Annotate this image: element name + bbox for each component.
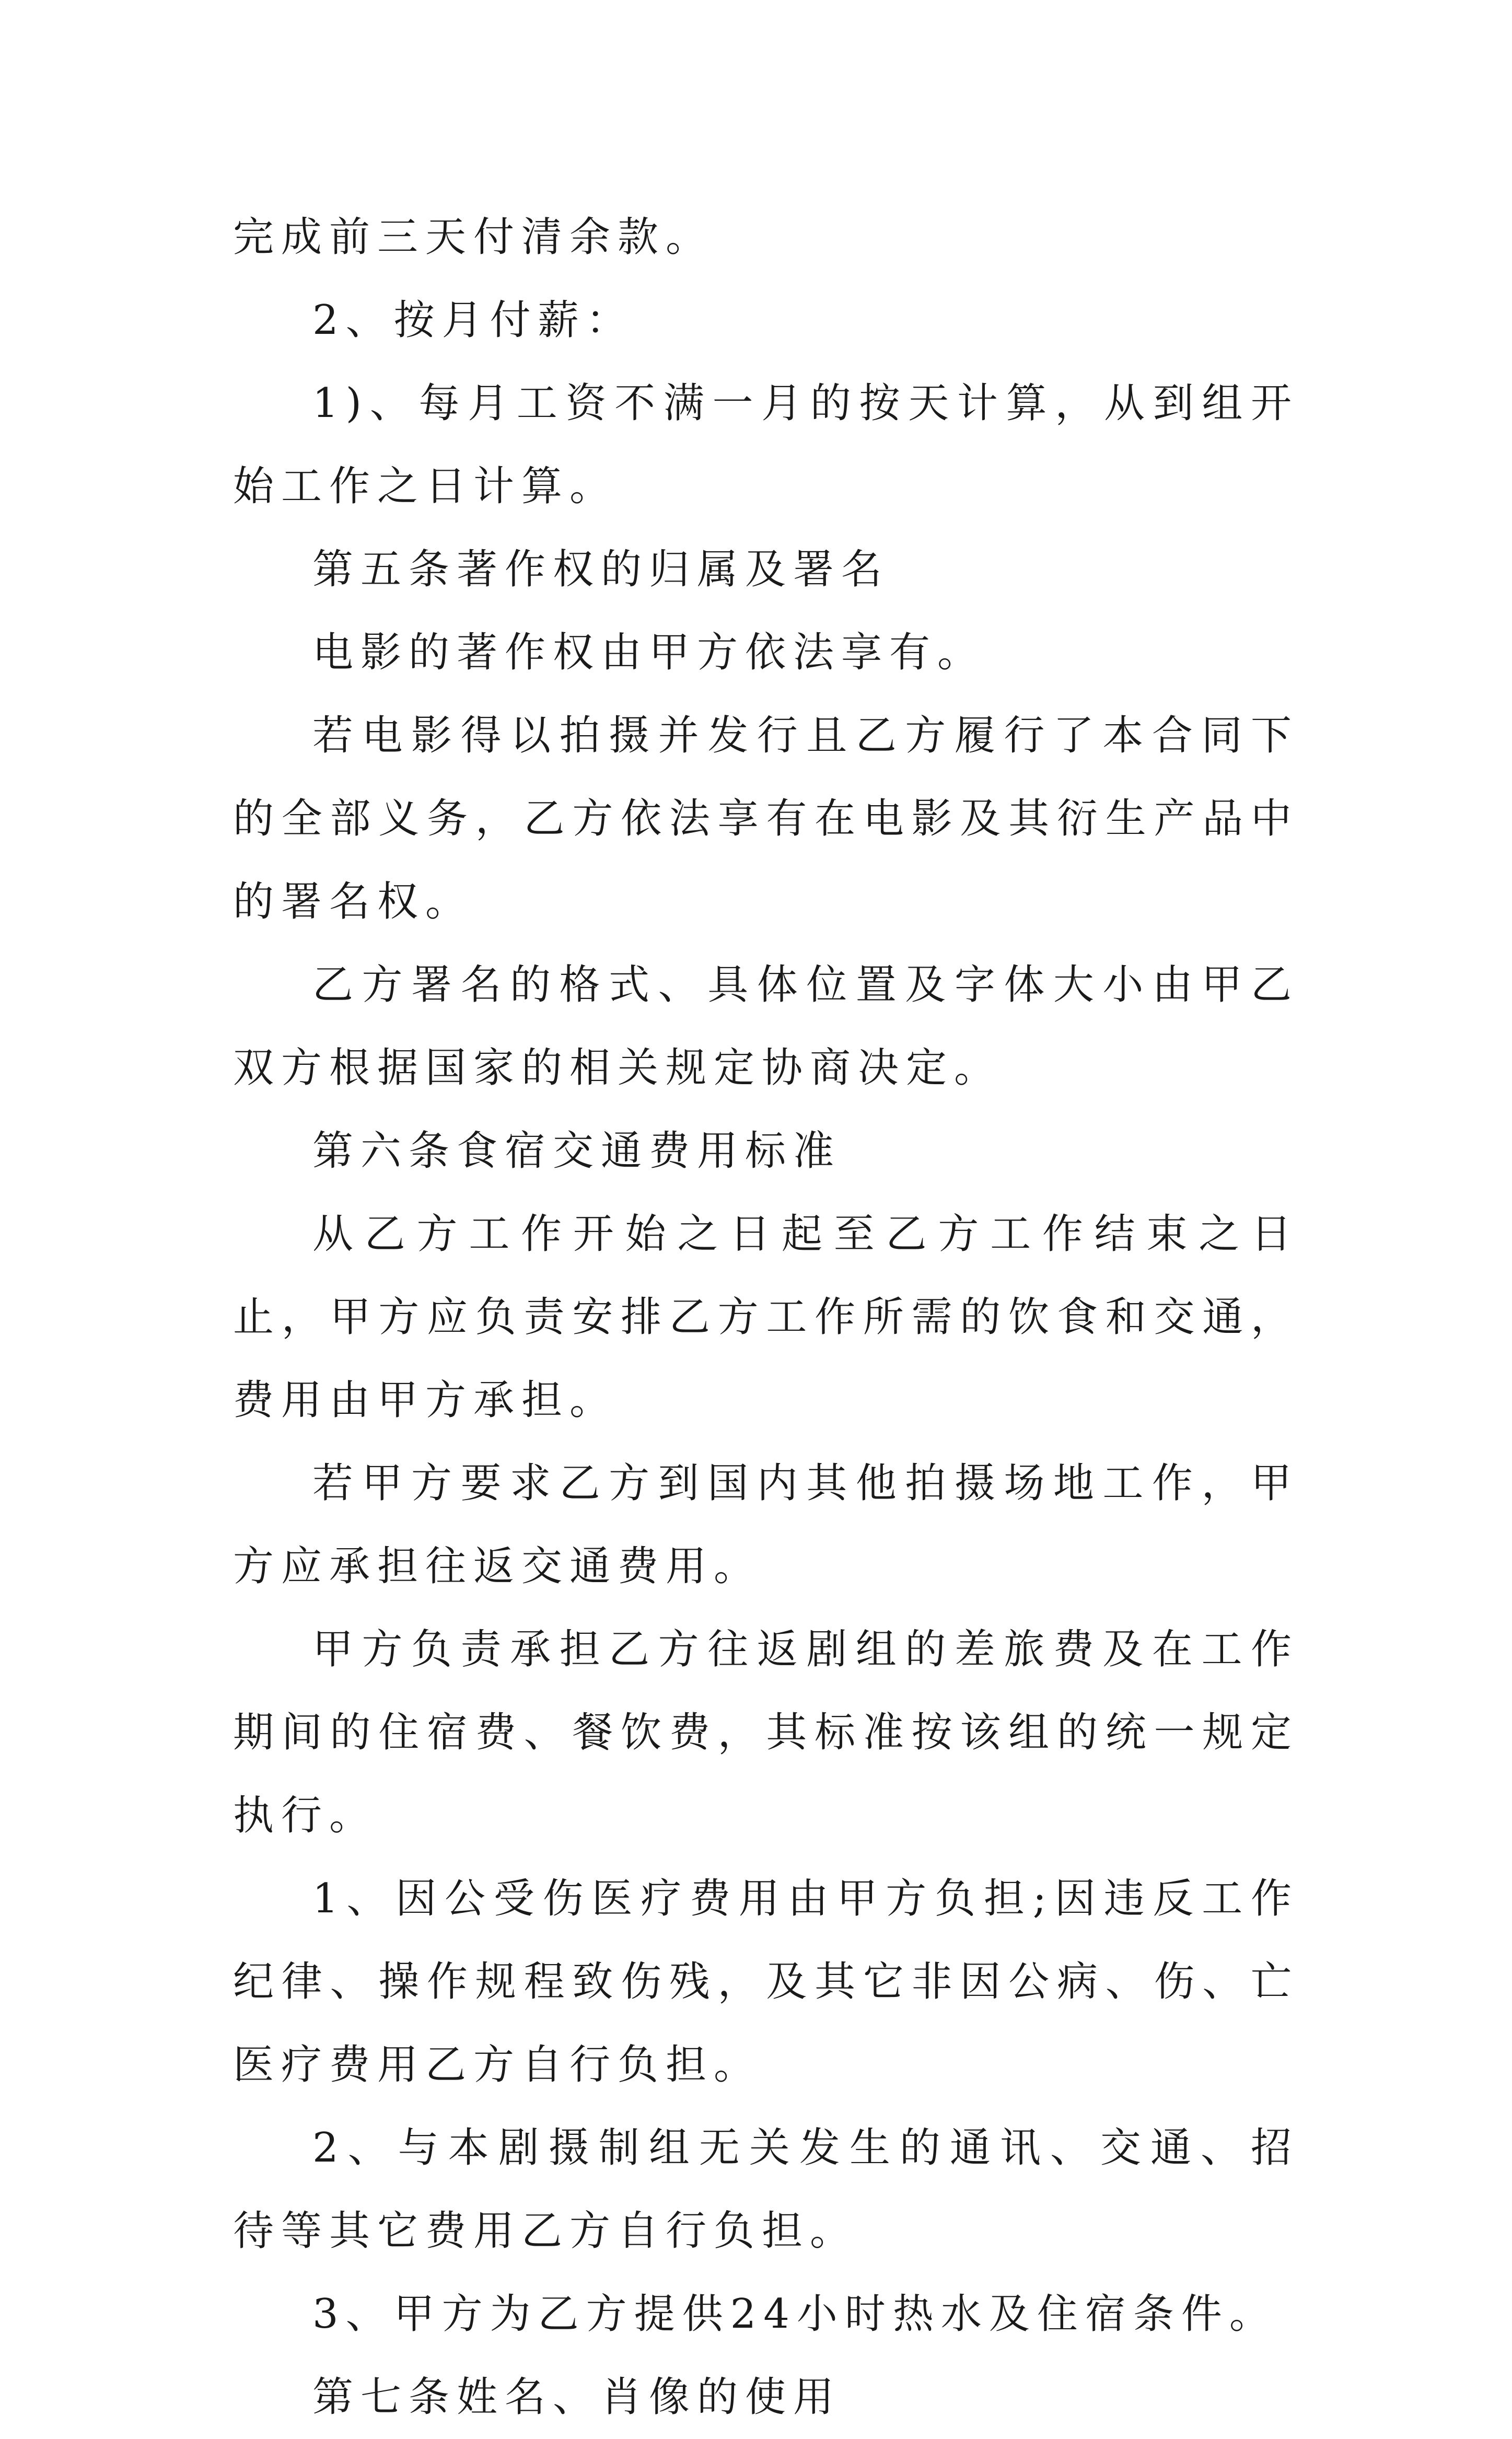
paragraph: 2、按月付薪： — [312, 297, 634, 344]
paragraph: 2、与本剧摄制组无关发生的通讯、交通、招待等其它费用乙方自行负担。 — [233, 2124, 1299, 2255]
section-heading: 第五条著作权的归属及署名 — [312, 546, 890, 593]
paragraph: 若电影得以拍摄并发行且乙方履行了本合同下的全部义务，乙方依法享有在电影及其衍生产品中的署名权。 — [233, 712, 1299, 925]
paragraph: 电影的著作权由甲方依法享有。 — [312, 629, 986, 676]
paragraph: 乙方署名的格式、具体位置及字体大小由甲乙双方根据国家的相关规定协商决定。 — [233, 961, 1299, 1091]
paragraph: 1、因公受伤医疗费用由甲方负担;因违反工作纪律、操作规程致伤残，及其它非因公病、伤、亡医疗费用乙方自行负担。 — [233, 1875, 1299, 2088]
paragraph: 若甲方要求乙方到国内其他拍摄场地工作，甲方应承担往返交通费用。 — [233, 1460, 1299, 1590]
paragraph: 从乙方工作开始之日起至乙方工作结束之日止，甲方应负责安排乙方工作所需的饮食和交通，费用由甲方承担。 — [233, 1211, 1299, 1424]
paragraph: 1)、每月工资不满一月的按天计算，从到组开始工作之日计算。 — [233, 380, 1299, 510]
section-heading: 第六条食宿交通费用标准 — [312, 1128, 842, 1175]
paragraph: 完成前三天付清余款。 — [233, 214, 714, 261]
document-body — [233, 196, 1299, 2439]
paragraph: 3、甲方为乙方提供24小时热水及住宿条件。 — [312, 2291, 1277, 2338]
section-heading: 第七条姓名、肖像的使用 — [312, 2374, 842, 2421]
paragraph: 甲方负责承担乙方往返剧组的差旅费及在工作期间的住宿费、餐饮费，其标准按该组的统一规定执行。 — [233, 1626, 1299, 1839]
